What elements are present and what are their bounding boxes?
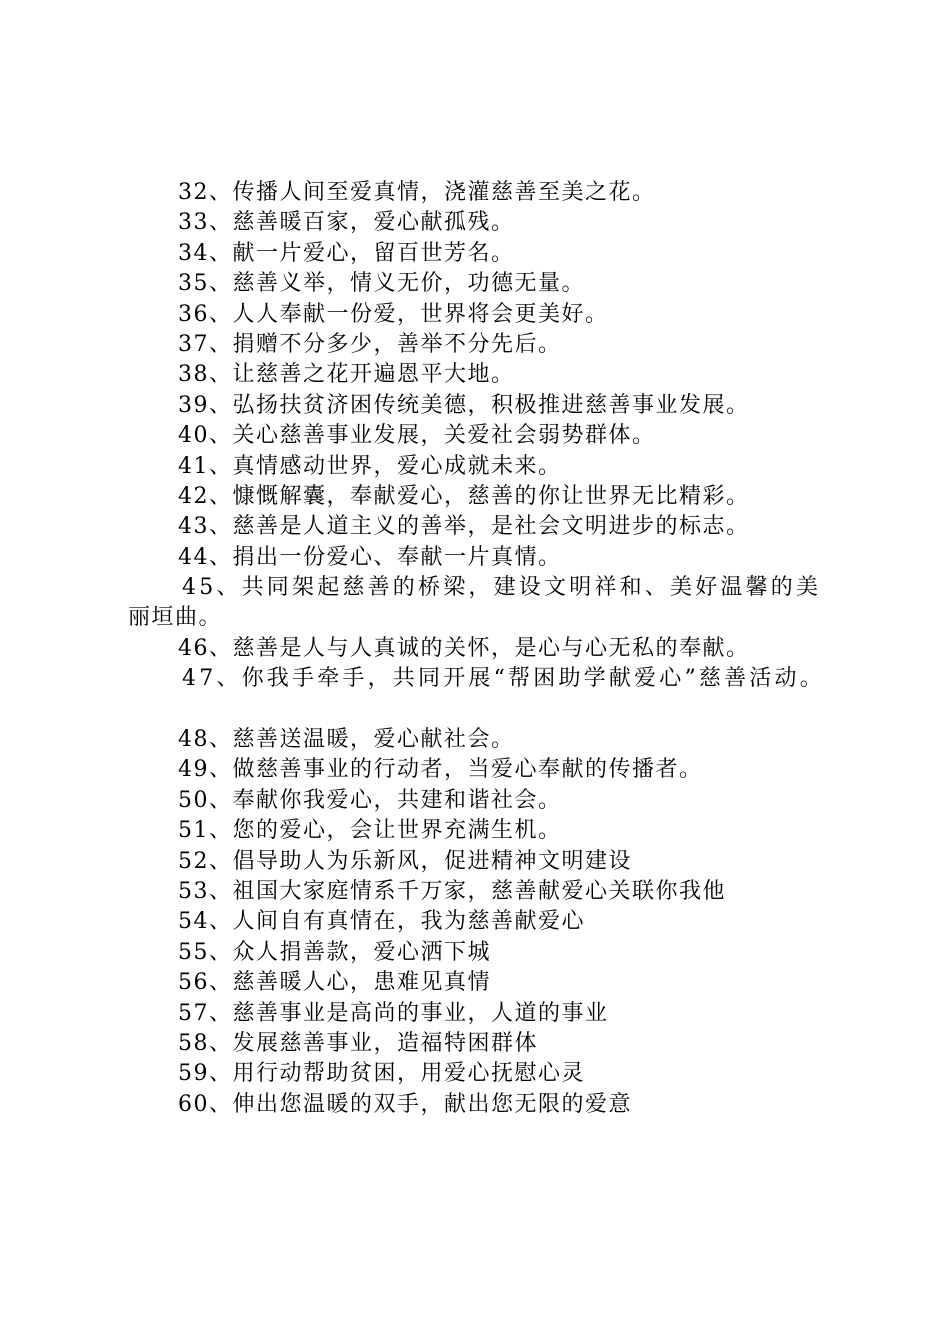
list-item: 41、真情感动世界，爱心成就未来。 <box>178 453 562 479</box>
list-item: 46、慈善是人与人真诚的关怀，是心与心无私的奉献。 <box>178 635 750 661</box>
list-item: 40、关心慈善事业发展，关爱社会弱势群体。 <box>178 423 656 449</box>
list-item: 39、弘扬扶贫济困传统美德，积极推进慈善事业发展。 <box>178 392 750 418</box>
list-item: 52、倡导助人为乐新风，促进精神文明建设 <box>178 848 632 874</box>
list-item: 50、奉献你我爱心，共建和谐社会。 <box>178 787 562 813</box>
list-item: 51、您的爱心，会让世界充满生机。 <box>178 818 562 844</box>
list-item: 60、伸出您温暖的双手，献出您无限的爱意 <box>178 1091 632 1117</box>
list-item: 42、慷慨解囊，奉献爱心，慈善的你让世界无比精彩。 <box>178 483 750 509</box>
list-item: 47、你我手牵手，共同开展“帮困助学献爱心”慈善活动。 <box>182 666 825 692</box>
list-item: 36、人人奉献一份爱，世界将会更美好。 <box>178 301 609 327</box>
slogan-list <box>0 178 950 1120</box>
list-item: 37、捐赠不分多少，善举不分先后。 <box>178 331 562 357</box>
list-item: 43、慈善是人道主义的善举，是社会文明进步的标志。 <box>178 514 750 540</box>
list-item: 53、祖国大家庭情系千万家，慈善献爱心关联你我他 <box>178 878 726 904</box>
list-item: 54、人间自有真情在，我为慈善献爱心 <box>178 909 585 935</box>
list-item: 44、捐出一份爱心、奉献一片真情。 <box>178 544 562 570</box>
list-item-continuation: 丽垣曲。 <box>128 605 223 631</box>
list-item: 58、发展慈善事业，造福特困群体 <box>178 1030 538 1056</box>
list-item: 57、慈善事业是高尚的事业，人道的事业 <box>178 1000 609 1026</box>
list-item: 49、做慈善事业的行动者，当爱心奉献的传播者。 <box>178 757 703 783</box>
list-item: 45、共同架起慈善的桥梁，建设文明祥和、美好温馨的美 <box>182 575 822 601</box>
list-item: 35、慈善义举，情义无价，功德无量。 <box>178 271 585 297</box>
list-item: 56、慈善暖人心，患难见真情 <box>178 970 491 996</box>
list-item: 38、让慈善之花开遍恩平大地。 <box>178 362 515 388</box>
list-item: 33、慈善暖百家，爱心献孤残。 <box>178 210 515 236</box>
list-item: 32、传播人间至爱真情，浇灌慈善至美之花。 <box>178 180 656 205</box>
list-item: 34、献一片爱心，留百世芳名。 <box>178 240 515 266</box>
list-item: 59、用行动帮助贫困，用爱心抚慰心灵 <box>178 1061 585 1087</box>
list-item: 48、慈善送温暖，爱心献社会。 <box>178 727 515 753</box>
spacer <box>0 695 950 725</box>
list-item: 55、众人捐善款，爱心洒下城 <box>178 939 491 965</box>
